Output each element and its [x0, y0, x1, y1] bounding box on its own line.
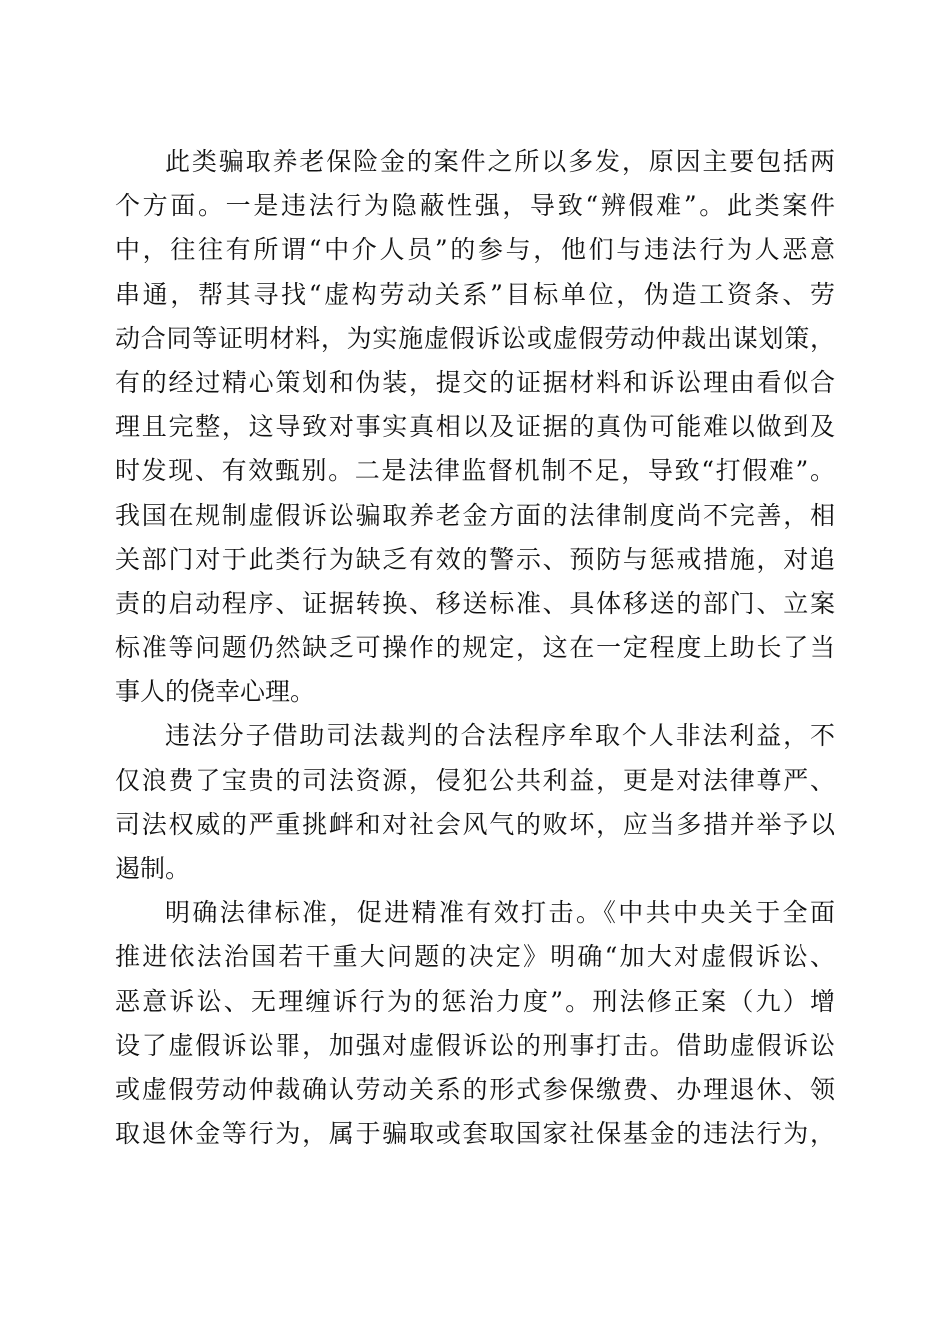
- text-line: 遏制。: [115, 854, 191, 883]
- text-line: 明确法律标准，促进精准有效打击。《中共中央关于全面: [165, 898, 835, 928]
- paragraph-legal-standards: [115, 891, 835, 1156]
- text-line: 个方面。一是违法行为隐蔽性强，导致“辨假难”。此类案件: [115, 191, 835, 221]
- text-line: 动合同等证明材料，为实施虚假诉讼或虚假劳动仲裁出谋划策，: [115, 323, 835, 353]
- text-line: 事人的侥幸心理。: [115, 677, 316, 707]
- paragraph-causes: [115, 140, 835, 714]
- text-line: 取退休金等行为，属于骗取或套取国家社保基金的违法行为，: [115, 1119, 835, 1149]
- text-line: 责的启动程序、证据转换、移送标准、具体移送的部门、立案: [115, 588, 835, 618]
- text-line: 我国在规制虚假诉讼骗取养老金方面的法律制度尚不完善，相: [115, 500, 835, 530]
- text-line: 恶意诉讼、无理缠诉行为的惩治力度”。刑法修正案（九）增: [115, 986, 835, 1016]
- text-line: 仅浪费了宝贵的司法资源，侵犯公共利益，更是对法律尊严、: [115, 765, 835, 795]
- text-line: 此类骗取养老保险金的案件之所以多发，原因主要包括两: [165, 147, 835, 176]
- text-line: 关部门对于此类行为缺乏有效的警示、预防与惩戒措施，对追: [115, 544, 835, 574]
- text-line: 有的经过精心策划和伪装，提交的证据材料和诉讼理由看似合: [115, 367, 835, 397]
- text-line: 或虚假劳动仲裁确认劳动关系的形式参保缴费、办理退休、领: [115, 1074, 835, 1104]
- text-line: 推进依法治国若干重大问题的决定》明确“加大对虚假诉讼、: [115, 942, 835, 972]
- text-line: 标准等问题仍然缺乏可操作的规定，这在一定程度上助长了当: [115, 633, 835, 663]
- text-line: 理且完整，这导致对事实真相以及证据的真伪可能难以做到及: [115, 412, 835, 442]
- text-line: 司法权威的严重挑衅和对社会风气的败坏，应当多措并举予以: [115, 809, 835, 839]
- text-line: 时发现、有效甄别。二是法律监督机制不足，导致“打假难”。: [115, 456, 835, 486]
- document-body: [115, 140, 835, 1156]
- text-line: 违法分子借助司法裁判的合法程序牟取个人非法利益，不: [165, 721, 835, 751]
- text-line: 串通，帮其寻找“虚构劳动关系”目标单位，伪造工资条、劳: [115, 279, 835, 309]
- text-line: 设了虚假诉讼罪，加强对虚假诉讼的刑事打击。借助虚假诉讼: [115, 1030, 835, 1060]
- text-line: 中，往往有所谓“中介人员”的参与，他们与违法行为人恶意: [115, 235, 835, 265]
- paragraph-harm: [115, 714, 835, 891]
